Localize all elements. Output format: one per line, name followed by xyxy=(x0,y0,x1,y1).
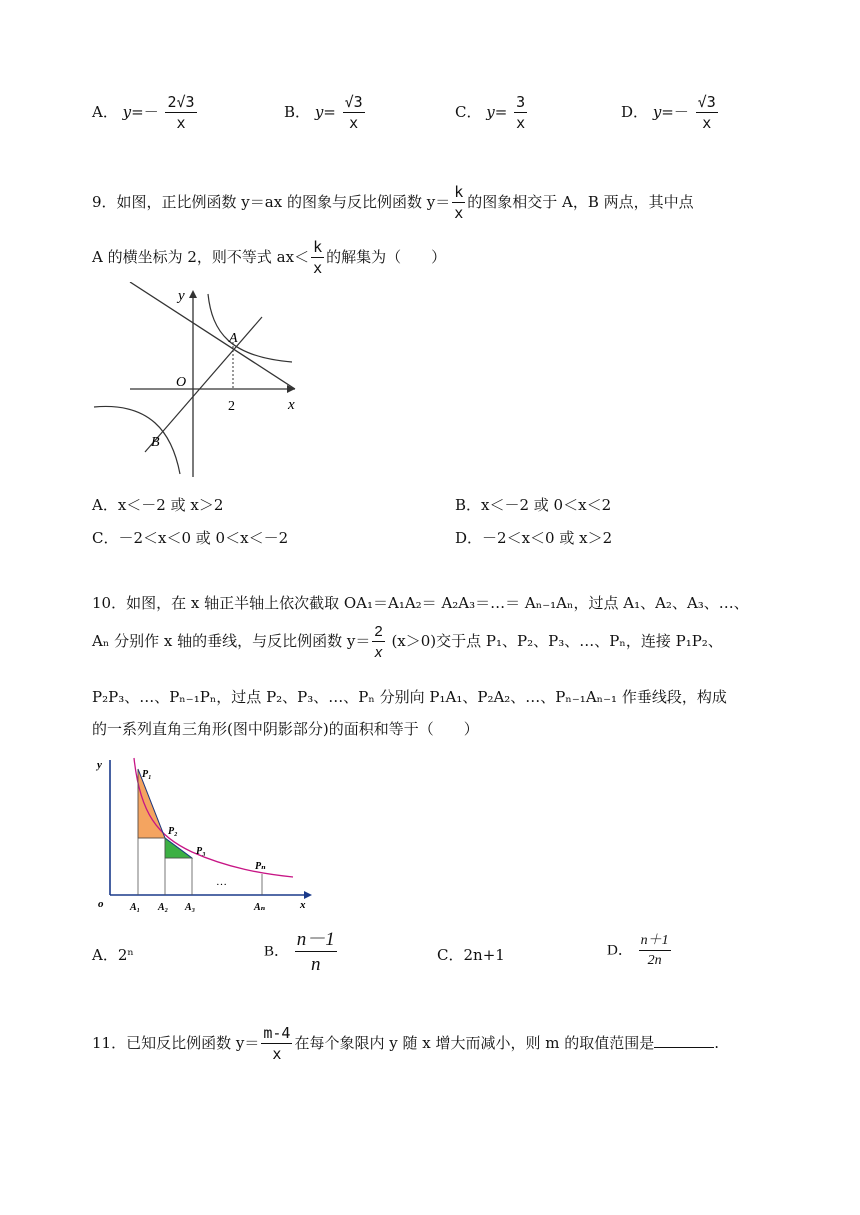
denominator: 2n xyxy=(647,953,662,968)
numerator: 2 xyxy=(374,623,383,640)
point-pn-label: Pₙ xyxy=(255,861,266,872)
origin-label: o xyxy=(98,898,104,910)
y-axis-label: y xyxy=(97,759,102,771)
denominator: x xyxy=(176,114,186,132)
y-axis-label: y xyxy=(178,288,185,304)
y-axis-arrow-icon xyxy=(189,290,197,298)
x-axis-label: x xyxy=(288,397,295,413)
point-p3-label: P₃ xyxy=(196,846,206,857)
q9-option-a[interactable]: A．x＜－2 或 x＞2 xyxy=(92,496,224,514)
fraction xyxy=(514,95,527,131)
minus-sign: － xyxy=(673,103,689,121)
denominator: x xyxy=(454,204,464,222)
q10-stem-line4: 的一系列直角三角形(图中阴影部分)的面积和等于（ ） xyxy=(92,720,479,738)
option-label: C． xyxy=(437,946,464,964)
option-label: D． xyxy=(621,103,649,121)
option-label: A． xyxy=(92,946,118,964)
denominator: x xyxy=(272,1045,282,1063)
point-p2-label: P₂ xyxy=(168,826,178,837)
ellipsis: … xyxy=(216,876,227,888)
q8-option-c[interactable] xyxy=(455,95,529,131)
numerator: √3 xyxy=(697,93,716,111)
q10-stem-line2 xyxy=(92,624,723,660)
point-p1-label: P₁ xyxy=(142,769,152,780)
denominator: n xyxy=(311,954,321,975)
fraction xyxy=(311,240,324,276)
numerator: √3 xyxy=(344,93,363,111)
numerator: k xyxy=(454,183,464,201)
fraction xyxy=(295,930,337,974)
fraction xyxy=(261,1026,292,1062)
q9-stem-line1 xyxy=(92,185,694,221)
q10-stem-line1: 10．如图，在 x 轴正半轴上依次截取 OA₁＝A₁A₂＝ A₂A₃＝…＝ Aₙ₋₁Aₙ，过点 A₁、A₂、A₃、…、 xyxy=(92,594,749,612)
q10-option-b[interactable] xyxy=(264,930,339,974)
fraction xyxy=(165,95,196,131)
equals-sign: = xyxy=(494,103,508,121)
numerator: 2√3 xyxy=(167,93,195,111)
q9-stem-line2 xyxy=(92,240,446,276)
var-y: y xyxy=(122,103,132,121)
option-text: 2ⁿ xyxy=(117,946,134,964)
point-a-label: A xyxy=(229,331,238,346)
denominator: x xyxy=(374,644,383,661)
hyperbola-curve xyxy=(134,758,293,877)
q9-option-b[interactable]: B．x＜－2 或 0＜x＜2 xyxy=(455,496,612,514)
q8-option-a[interactable] xyxy=(92,95,199,131)
answer-blank[interactable] xyxy=(654,1033,714,1048)
text: 9．如图，正比例函数 y＝ax 的图象与反比例函数 y＝ xyxy=(92,193,451,211)
x-axis-label: x xyxy=(300,899,306,911)
option-label: D． xyxy=(607,942,633,959)
fraction xyxy=(343,95,365,131)
origin-label: O xyxy=(176,375,187,390)
q11-stem xyxy=(92,1026,719,1062)
var-y: y xyxy=(314,103,324,121)
point-a1-label: A₁ xyxy=(130,902,141,913)
q10-option-a[interactable] xyxy=(92,944,134,965)
var-y: y xyxy=(486,103,495,121)
option-label: B． xyxy=(284,103,311,121)
x-axis xyxy=(130,282,295,389)
hyperbola-branch-2 xyxy=(94,406,180,474)
minus-sign: － xyxy=(143,103,159,121)
denominator: x xyxy=(349,114,359,132)
numerator: n＋1 xyxy=(639,934,671,951)
numerator: 3 xyxy=(516,93,526,111)
point-an-label: Aₙ xyxy=(254,902,266,913)
x-axis-arrow-icon xyxy=(304,891,312,899)
option-label: C． xyxy=(455,103,482,121)
numerator: m-4 xyxy=(263,1024,291,1042)
text: (x＞0)交于点 P₁、P₂、P₃、…、Pₙ，连接 P₁P₂、 xyxy=(386,632,723,650)
q10-stem-line3: P₂P₃、…、Pₙ₋₁Pₙ，过点 P₂、P₃、…、Pₙ 分别向 P₁A₁、P₂A₂、…、Pₙ₋₁Aₙ₋₁ 作垂线段，构成 xyxy=(92,688,727,706)
q9-option-c[interactable]: C．－2＜x＜0 或 0＜x＜－2 xyxy=(92,529,289,547)
point-a2-label: A₂ xyxy=(158,902,169,913)
hyperbola-branch-1 xyxy=(208,294,292,362)
q9-option-d[interactable]: D．－2＜x＜0 或 x＞2 xyxy=(455,529,613,547)
fraction xyxy=(452,185,465,221)
numerator: n－1 xyxy=(296,929,335,950)
q10-option-d[interactable] xyxy=(607,934,673,968)
fraction xyxy=(639,934,671,968)
q9-figure xyxy=(90,282,310,482)
tick-label-2: 2 xyxy=(228,399,235,414)
text: 在每个象限内 y 随 x 增大而减小，则 m 的取值范围是 xyxy=(294,1034,655,1052)
period: . xyxy=(714,1034,719,1052)
equals-sign: = xyxy=(131,103,144,121)
option-label: B． xyxy=(264,943,290,960)
text: 11．已知反比例函数 y＝ xyxy=(92,1034,260,1052)
text: 的图象相交于 A，B 两点，其中点 xyxy=(467,193,694,211)
fraction xyxy=(696,95,718,131)
equals-sign: = xyxy=(661,103,674,121)
option-label: A． xyxy=(92,103,118,121)
denominator: x xyxy=(702,114,712,132)
text: Aₙ 分别作 x 轴的垂线，与反比例函数 y＝ xyxy=(92,632,371,650)
var-y: y xyxy=(652,103,662,121)
text: 的解集为（ ） xyxy=(326,248,447,266)
numerator: k xyxy=(313,238,323,256)
q8-option-d[interactable] xyxy=(621,95,720,131)
denominator: x xyxy=(313,259,323,277)
denominator: x xyxy=(516,114,526,132)
q8-option-b[interactable] xyxy=(284,95,367,131)
equals-sign: = xyxy=(323,103,336,121)
point-a3-label: A₃ xyxy=(185,902,196,913)
fraction xyxy=(372,624,384,660)
q10-option-c[interactable] xyxy=(437,944,505,965)
q10-figure xyxy=(88,754,318,914)
option-text: 2n+1 xyxy=(463,946,505,964)
text: A 的横坐标为 2，则不等式 ax＜ xyxy=(92,248,310,266)
point-b-label: B xyxy=(151,435,160,450)
